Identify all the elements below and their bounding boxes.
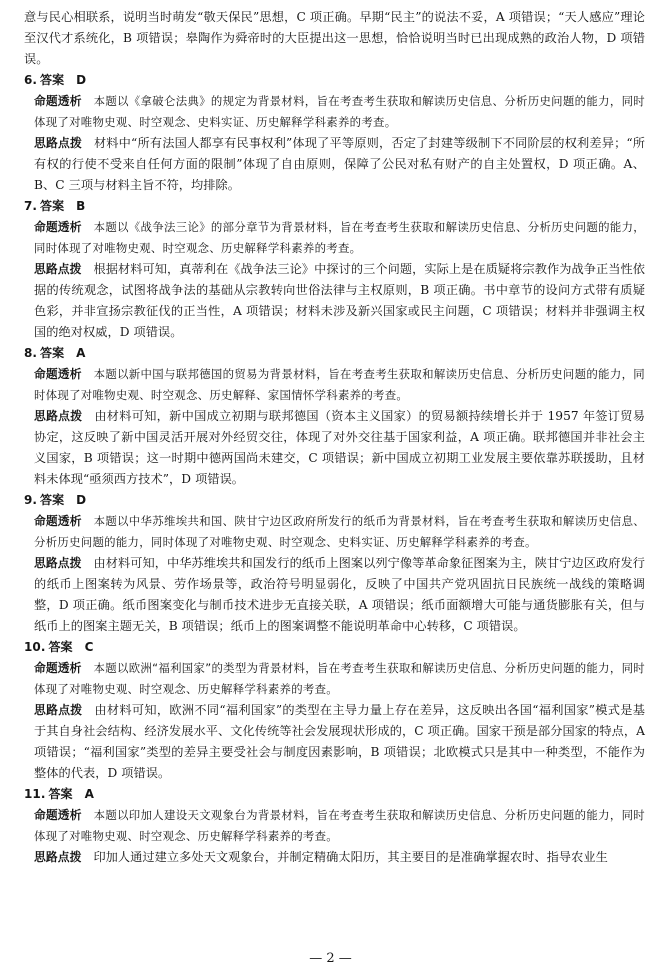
hint-text: 由材料可知，欧洲不同“福利国家”的类型在主导力量上存在差异，这反映出各国“福利国家”模式是基于其自身社会结构、经济发展水平、文化传统等社会发展现状形成的，C 项正确。国家干预是部分国家的特点，A 项错误；“福利国家”类型的差异主要受社会与制度因素影响，B 项错误；北欧模式只是其中一种类型，不能作为整体的代表，D 项错误。	[34, 703, 645, 780]
hint-paragraph	[24, 406, 645, 490]
answer-line	[24, 343, 645, 364]
question-number: 7.	[24, 199, 38, 213]
question-item	[24, 343, 645, 490]
hint-paragraph	[24, 133, 645, 196]
question-item	[24, 637, 645, 784]
question-number: 6.	[24, 73, 38, 87]
answer-value: D	[76, 493, 87, 507]
hint-text: 由材料可知，新中国成立初期与联邦德国（资本主义国家）的贸易额持续增长并于 1957 年签订贸易协定，这反映了新中国灵活开展对外经贸交往，体现了对外交往基于国家利益，A 项正确。联邦德国并非社会主义国家，B 项错误；这一时期中德两国尚未建交，C 项错误；新中国成立初期工业发展主要依靠苏联援助，且材料未体现“亟须西方技术”，D 项错误。	[34, 409, 645, 486]
analysis-label: 命题透析	[34, 514, 82, 528]
hint-label: 思路点拨	[34, 136, 82, 150]
question-number: 9.	[24, 493, 38, 507]
question-item	[24, 196, 645, 343]
answer-key-content	[24, 7, 645, 868]
analysis-label: 命题透析	[34, 661, 82, 675]
analysis-paragraph	[24, 217, 645, 259]
analysis-paragraph	[24, 364, 645, 406]
hint-label: 思路点拨	[34, 703, 83, 717]
analysis-paragraph	[24, 91, 645, 133]
analysis-paragraph	[24, 658, 645, 700]
hint-label: 思路点拨	[34, 262, 82, 276]
hint-label: 思路点拨	[34, 556, 82, 570]
analysis-text: 本题以印加人建设天文观象台为背景材料，旨在考查考生获取和解读历史信息、分析历史问题的能力，同时体现了对唯物史观、时空观念、历史解释学科素养的考查。	[34, 808, 645, 843]
hint-label: 思路点拨	[34, 409, 83, 423]
hint-paragraph	[24, 700, 645, 784]
analysis-text: 本题以《拿破仑法典》的规定为背景材料，旨在考查考生获取和解读历史信息、分析历史问题的能力，同时体现了对唯物史观、时空观念、史料实证、历史解释学科素养的考查。	[34, 94, 645, 129]
hint-paragraph	[24, 553, 645, 637]
hint-text: 材料中“所有法国人都享有民事权利”体现了平等原则，否定了封建等级制下不同阶层的权利差异；“所有权的行使不受来自任何方面的限制”体现了自由原则，保障了公民对私有财产的自主处置权，D 项正确。A、B、C 三项与材料主旨不符，均排除。	[34, 136, 645, 192]
answer-label: 答案	[48, 787, 73, 801]
answer-label: 答案	[40, 199, 65, 213]
answer-value: D	[76, 73, 87, 87]
answer-label: 答案	[40, 73, 65, 87]
intro-paragraph: 意与民心相联系，说明当时萌发“敬天保民”思想，C 项正确。早期“民主”的说法不妥，A 项错误；“天人感应”理论至汉代才系统化，B 项错误；皋陶作为舜帝时的大臣提出这一思想，恰恰说明当时已出现成熟的政治人物，D 项错误。	[24, 10, 645, 66]
question-item	[24, 70, 645, 196]
answer-value: C	[84, 640, 94, 654]
answer-value: A	[76, 346, 86, 360]
question-list	[24, 70, 645, 868]
answer-line	[24, 637, 645, 658]
question-number: 8.	[24, 346, 38, 360]
analysis-text: 本题以《战争法三论》的部分章节为背景材料，旨在考查考生获取和解读历史信息、分析历史问题的能力，同时体现了对唯物史观、时空观念、历史解释学科素养的考查。	[34, 220, 645, 255]
analysis-paragraph	[24, 805, 645, 847]
answer-value: A	[84, 787, 94, 801]
analysis-label: 命题透析	[34, 94, 82, 108]
analysis-label: 命题透析	[34, 808, 82, 822]
hint-paragraph	[24, 847, 645, 868]
question-item	[24, 490, 645, 637]
analysis-text: 本题以中华苏维埃共和国、陕甘宁边区政府所发行的纸币为背景材料，旨在考查考生获取和解读历史信息、分析历史问题的能力，同时体现了对唯物史观、时空观念、史料实证、历史解释学科素养的考查。	[34, 514, 645, 549]
answer-label: 答案	[48, 640, 73, 654]
analysis-label: 命题透析	[34, 367, 82, 381]
answer-line	[24, 490, 645, 511]
hint-paragraph	[24, 259, 645, 343]
analysis-label: 命题透析	[34, 220, 82, 234]
question-item	[24, 784, 645, 868]
question-number: 10.	[24, 640, 46, 654]
hint-text: 根据材料可知，真蒂利在《战争法三论》中探讨的三个问题，实际上是在质疑将宗教作为战争正当性依据的传统观念，试图将战争法的基础从宗教转向世俗法律与主权原则，B 项正确。书中章节的设问方式带有质疑色彩，并非宣扬宗教征伐的正当性，A 项错误；材料未涉及新兴国家或民主问题，C 项错误；材料并非强调主权国的绝对权威，D 项错误。	[34, 262, 645, 339]
page-number: — 2 —	[309, 951, 352, 966]
analysis-text: 本题以新中国与联邦德国的贸易为背景材料，旨在考查考生获取和解读历史信息、分析历史问题的能力，同时体现了对唯物史观、时空观念、历史解释、家国情怀学科素养的考查。	[34, 367, 645, 402]
question-number: 11.	[24, 787, 46, 801]
hint-text: 印加人通过建立多处天文观象台，并制定精确太阳历，其主要目的是准确掌握农时、指导农业生	[93, 850, 608, 864]
hint-label: 思路点拨	[34, 850, 82, 864]
answer-line	[24, 196, 645, 217]
answer-line	[24, 784, 645, 805]
hint-text: 由材料可知，中华苏维埃共和国发行的纸币上图案以列宁像等革命象征图案为主，陕甘宁边区政府发行的纸币上图案转为风景、劳作场景等，政治符号明显弱化，反映了中国共产党巩固抗日民族统一战线的策略调整，D 项正确。纸币图案变化与制币技术进步无直接关联，A 项错误；纸币面额增大可能与通货膨胀有关，但与纸币上的图案主题无关，B 项错误；纸币上的图案调整不能说明革命中心转移，C 项错误。	[34, 556, 645, 633]
answer-value: B	[76, 199, 86, 213]
answer-label: 答案	[40, 346, 65, 360]
analysis-paragraph	[24, 511, 645, 553]
analysis-text: 本题以欧洲“福利国家”的类型为背景材料，旨在考查考生获取和解读历史信息、分析历史问题的能力，同时体现了对唯物史观、时空观念、历史解释学科素养的考查。	[34, 661, 645, 696]
answer-label: 答案	[40, 493, 65, 507]
answer-line	[24, 70, 645, 91]
